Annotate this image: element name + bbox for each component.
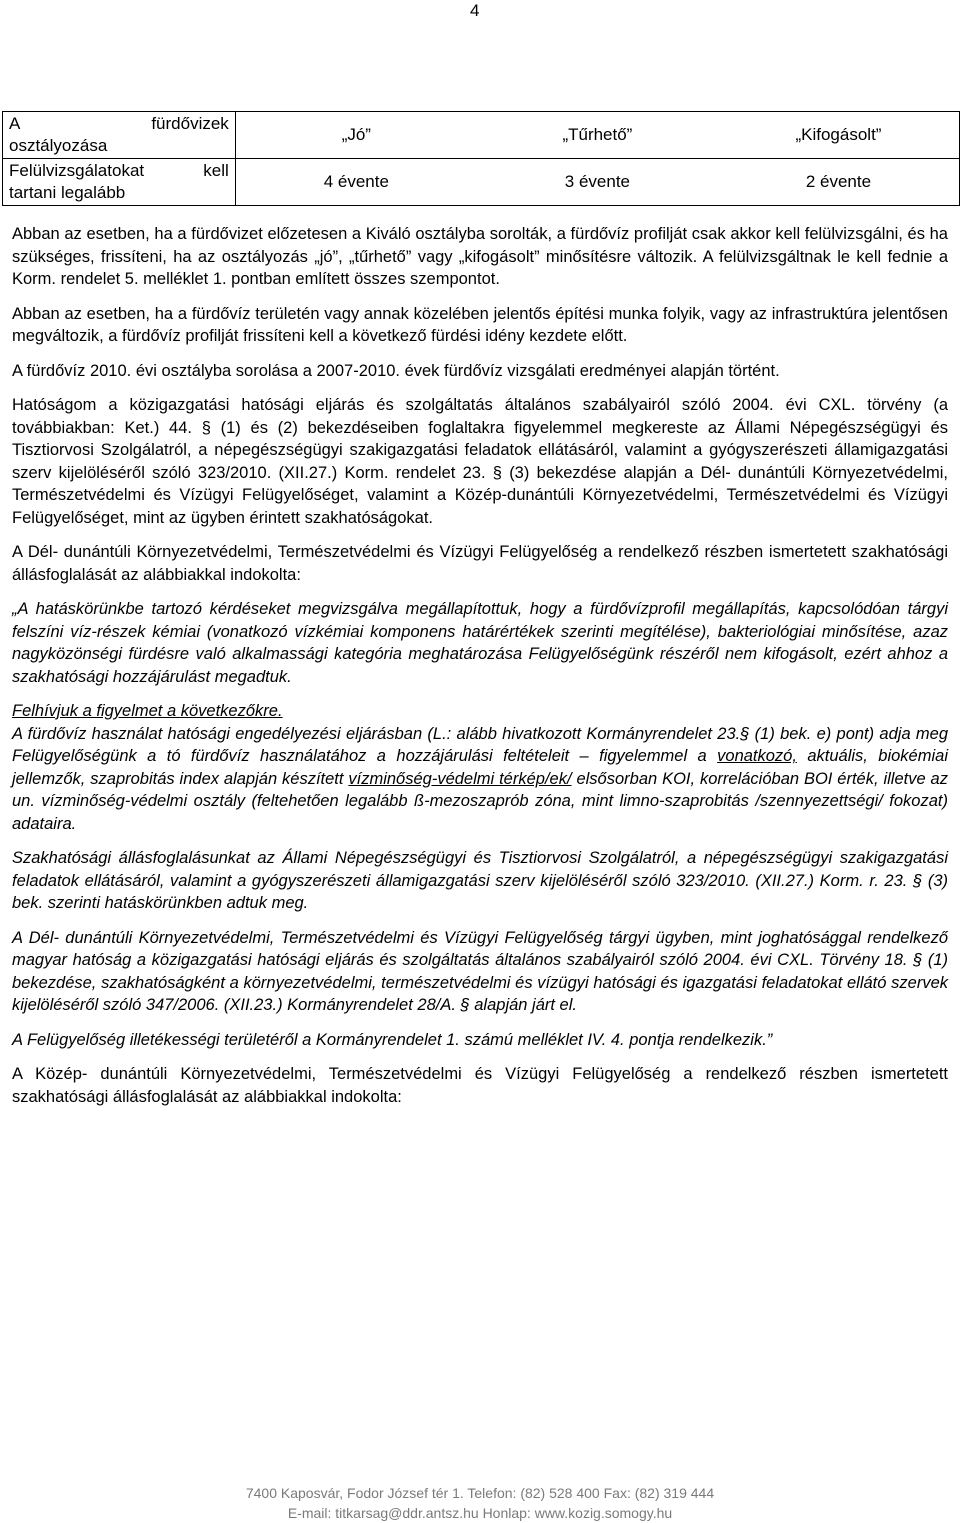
review-label-cell [3,159,236,206]
classification-label-cell [3,112,236,159]
paragraph-classification-basis: A fürdővíz 2010. évi osztályba sorolása a 2007-2010. évek fürdővíz vizsgálati eredményei alapján történt. [12,361,780,380]
page-number: 4 [470,1,480,20]
paragraph-authority-opinion: Szakhatósági állásfoglalásunkat az Állami Népegészségügyi és Tisztiorvosi Szolgálatról, a népegészségügyi szakigazgatási feladatok ellátásáról, valamint a gyógyszerészeti államigazgatási szerv kijelöléséről szóló 323/2010. (XII.27.) Korm. r. 23. § (3) bek. szerinti hatáskörünkben adtuk meg. [12,849,948,912]
notice-text-2: aktuális, biokémiai jellemzők, szaprobitás index alapján készített [12,747,948,788]
review-values-cell [235,159,959,206]
document-body [12,223,948,1120]
class-tolerable: „Tűrhető” [562,124,633,144]
paragraph-kd-intro: A Közép- dunántúli Környezetvédelmi, Természetvédelmi és Vízügyi Felügyelőség a rendelkező részben ismertetett szakhatósági állásfoglalását az alábbiakkal indokolta: [12,1065,948,1106]
notice-text-3: elsősorban KOI, korrelációban BOI érték, illetve az un. vízminőség-védelmi osztály (feltehetően legalább ß-mezoszaprób zóna, mint limno-szaprobitás /szennyezettségi/ fokozat) adataira. [12,769,948,833]
paragraph-authority-request: Hatóságom a közigazgatási hatósági eljárás és szolgáltatás általános szabályairól szóló 2004. évi CXL. törvény (a továbbiakban: Ket.) 44. § (1) és (2) bekezdéseiben foglaltakra figyelemmel megkereste az Állami Népegészségügyi és Tisztiorvosi Szolgálatról, a népegészségügyi szakigazgatási feladatok ellátásáról, valamint a gyógyszerészeti államigazgatási szerv kijelöléséről szóló 323/2010. (XII.27.) Korm. rendelet 23. § (3) bekezdése alapján a Dél- dunántúli Környezetvédelmi, Természetvédelmi és Vízügyi Felügyelőséget, valamint a Közép-dunántúli Környezetvédelmi, Természetvédelmi és Vízügyi Felügyelőséget, mint az ügyben érintett szakhatóságokat. [12,396,948,527]
footer-contact: E-mail: titkarsag@ddr.antsz.hu Honlap: www.kozig.somogy.hu [287,1505,673,1521]
class-good: „Jó” [341,124,371,144]
paragraph-quoted-finding: „A hatáskörünkbe tartozó kérdéseket megvizsgálva megállapítottuk, hogy a fürdővízprofil megállapítás, kapcsolódóan tárgyi felszíni víz-részek kémiai (vonatkozó vízkémiai komponens határértékek szerinti megítélése), bakteriológiai minősítése, azaz nagyközönségi fürdésre való alkalmassági kategória meghatározása Felügyelőségünk részéről nem kifogásolt, ezért ahhoz a szakhatósági hozzájárulást megadtuk. [12,600,948,686]
paragraph-territory: A Felügyelőség illetékességi területéről a Kormányrendelet 1. számú melléklet IV. 4. pontja rendelkezik.” [12,1030,773,1049]
classification-label-line1: A fürdővizek [9,114,229,133]
classification-values-cell [235,112,959,159]
review-label-line2: tartani legalább [9,183,126,202]
interval-tolerable: 3 évente [564,171,631,191]
notice-underline-1: vonatkozó, [717,747,797,765]
paragraph-notice [12,700,948,835]
classification-table [2,111,960,206]
notice-heading: Felhívjuk a figyelmet a következőkre. [12,702,283,720]
review-label-line1: Felülvizsgálatokat kell [9,161,229,180]
class-objectionable: „Kifogásolt” [795,124,882,144]
table-row [3,112,960,159]
interval-good: 4 évente [323,171,389,191]
classification-label-line2: osztályozása [9,136,108,155]
notice-text-1: A fürdővíz használat hatósági engedélyezési eljárásban (L.: alább hivatkozott Kormányrendelet 23.§ (1) bek. e) pont) adja meg Felügyelőségünk a tó fürdővíz használatához a hozzájárulási feltételeit – figyelemmel a [12,724,948,765]
paragraph-dd-intro: A Dél- dunántúli Környezetvédelmi, Természetvédelmi és Vízügyi Felügyelőség a rendelkező részben ismertetett szakhatósági állásfoglalását az alábbiakkal indokolta: [12,543,948,584]
paragraph-profile-review: Abban az esetben, ha a fürdővizet előzetesen a Kiváló osztályba sorolták, a fürdővíz profilját csak akkor kell felülvizsgálni, és ha szükséges, frissíteni, ha az osztályozás „jó”, „tűrhető” vagy „kifogásolt” minősítésre változik. A felülvizsgáltnak le kell fednie a Korm. rendelet 5. melléklet 1. pontban említett összes szempontot. [12,225,948,288]
notice-underline-2: vízminőség-védelmi térkép/ek/ [348,769,572,788]
paragraph-dd-jurisdiction: A Dél- dunántúli Környezetvédelmi, Természetvédelmi és Vízügyi Felügyelőség tárgyi ügyben, mint joghatósággal rendelkező magyar hatóság a közigazgatási hatósági eljárás és szolgáltatás általános szabályairól szóló 2004. évi CXL. Törvény 18. § (1) bekezdése, szakhatóságként a környezetvédelmi, természetvédelmi és vízügyi hatósági és igazgatási feladatokat ellátó szervek kijelöléséről szóló 347/2006. (XII.23.) Kormányrendelet 28/A. § alapján járt el. [12,928,948,1014]
interval-objectionable: 2 évente [805,171,872,191]
table-row [3,159,960,206]
paragraph-construction: Abban az esetben, ha a fürdővíz területén vagy annak közelében jelentős építési munka folyik, vagy az infrastruktúra jelentősen megváltozik, a fürdővíz profilját frissíteni kell a következő fürdési idény kezdete előtt. [12,304,948,345]
footer-address: 7400 Kaposvár, Fodor József tér 1. Telefon: (82) 528 400 Fax: (82) 319 444 [245,1485,715,1501]
